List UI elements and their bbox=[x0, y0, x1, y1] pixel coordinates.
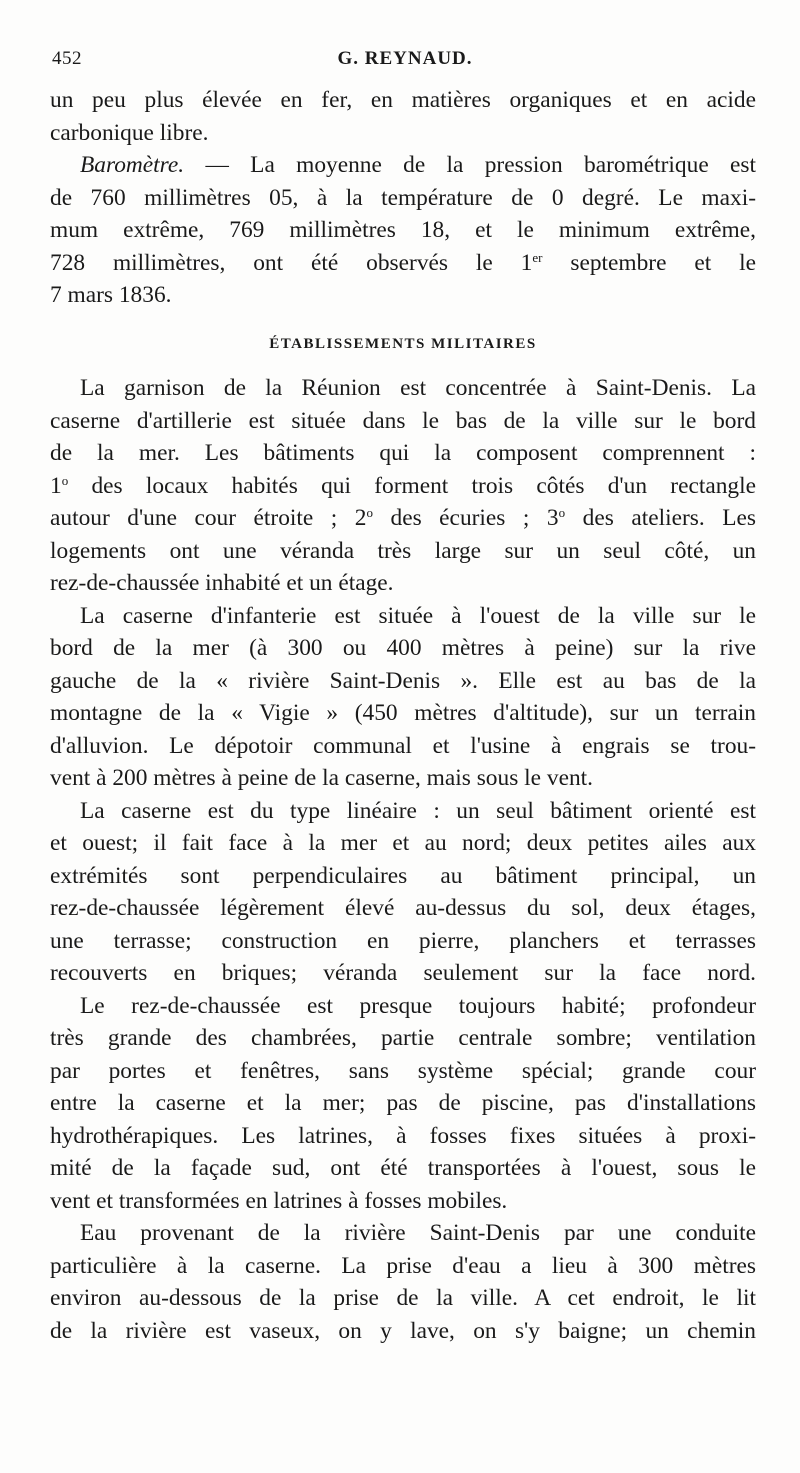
text-line: bord de la mer (à 300 ou 400 mètres à peine) sur la rive bbox=[50, 635, 756, 661]
running-title: G. REYNAUD. bbox=[337, 48, 473, 69]
text-line: extrémités sont perpendiculaires au bâtiment principal, un bbox=[50, 862, 756, 889]
text-line: vent à 200 mètres à peine de la caserne, mais sous le vent. bbox=[50, 765, 593, 791]
text-line bbox=[50, 247, 756, 280]
superscript: o bbox=[558, 505, 566, 520]
text-line: recouverts en briques; véranda seulement sur la face nord. bbox=[50, 960, 756, 986]
text-line: d'alluvion. Le dépotoir communal et l'usine à engrais se trou- bbox=[50, 732, 756, 759]
text-line: La caserne est du type linéaire : un seul bâtiment orienté est bbox=[80, 797, 756, 824]
text-line: de la rivière est vaseux, on y lave, on s'y baigne; un chemin bbox=[50, 1317, 756, 1344]
text-line: mité de la façade sud, ont été transportées à l'ouest, sous le bbox=[50, 1155, 756, 1181]
page-number: 452 bbox=[52, 48, 82, 69]
text-line: La caserne d'infanterie est située à l'ouest de la ville sur le bbox=[80, 602, 756, 629]
text-line: de la mer. Les bâtiments qui la composent comprennent : bbox=[50, 440, 756, 466]
text-line: rez-de-chaussée légèrement élevé au-dessus du sol, deux étages, bbox=[50, 895, 756, 921]
text-span: — La moyenne de la pression barométrique est bbox=[184, 152, 756, 178]
text-span: 728 millimètres, ont été observés le 1 bbox=[50, 249, 533, 276]
text-line bbox=[50, 470, 756, 503]
text-line: caserne d'artillerie est située dans le bas de la ville sur le bord bbox=[50, 407, 756, 434]
text-line: particulière à la caserne. La prise d'eau a lieu à 300 mètres bbox=[50, 1252, 756, 1279]
running-head bbox=[52, 48, 758, 78]
text-span: des écuries ; 3 bbox=[372, 505, 559, 531]
text-line: rez-de-chaussée inhabité et un étage. bbox=[50, 570, 394, 596]
text-line: carbonique libre. bbox=[50, 119, 209, 146]
text-line: 7 mars 1836. bbox=[50, 282, 172, 308]
text-line: entre la caserne et la mer; pas de piscine, pas d'installations bbox=[50, 1090, 756, 1116]
text-line: un peu plus élevée en fer, en matières organiques et en acide bbox=[50, 87, 756, 113]
text-line: une terrasse; construction en pierre, planchers et terrasses bbox=[50, 927, 756, 954]
text-line: par portes et fenêtres, sans système spécial; grande cour bbox=[50, 1057, 756, 1084]
text-span: autour d'une cour étroite ; 2 bbox=[50, 505, 367, 531]
text-line: Le rez-de-chaussée est presque toujours habité; profondeur bbox=[80, 992, 756, 1019]
text-line: très grande des chambrées, partie centrale sombre; ventilation bbox=[50, 1025, 756, 1051]
text-span: des ateliers. Les bbox=[565, 505, 756, 531]
text-line bbox=[50, 149, 756, 182]
superscript: o bbox=[366, 505, 373, 520]
text-span: septembre et le bbox=[542, 249, 756, 276]
superscript: er bbox=[532, 249, 543, 265]
text-line: vent et transformées en latrines à fosses mobiles. bbox=[50, 1187, 508, 1214]
text-line: montagne de la « Vigie » (450 mètres d'altitude), sur un terrain bbox=[50, 700, 756, 726]
text-line: mum extrême, 769 millimètres 18, et le minimum extrême, bbox=[50, 217, 756, 243]
text-line: de 760 millimètres 05, à la température de 0 degré. Le maxi- bbox=[50, 184, 756, 211]
text-line: Eau provenant de la rivière Saint-Denis par une conduite bbox=[80, 1220, 756, 1246]
page-body bbox=[50, 84, 756, 1347]
text-line: et ouest; il fait face à la mer et au nord; deux petites ailes aux bbox=[50, 830, 756, 856]
superscript: o bbox=[61, 472, 69, 488]
text-line: hydrothérapiques. Les latrines, à fosses fixes situées à proxi- bbox=[50, 1122, 756, 1149]
paragraph-label: Baromètre. bbox=[80, 152, 185, 178]
text-line: logements ont une véranda très large sur un seul côté, un bbox=[50, 537, 756, 564]
text-line: gauche de la « rivière Saint-Denis ». Elle est au bas de la bbox=[50, 667, 756, 694]
text-line: environ au-dessous de la prise de la ville. A cet endroit, le lit bbox=[50, 1285, 756, 1311]
text-span: des locaux habités qui forment trois côtés d'un rectangle bbox=[68, 472, 756, 499]
section-heading: ÉTABLISSEMENTS MILITAIRES bbox=[269, 335, 537, 352]
text-line bbox=[50, 502, 756, 535]
text-line: La garnison de la Réunion est concentrée à Saint-Denis. La bbox=[80, 375, 756, 401]
text-span: 1 bbox=[50, 472, 62, 499]
